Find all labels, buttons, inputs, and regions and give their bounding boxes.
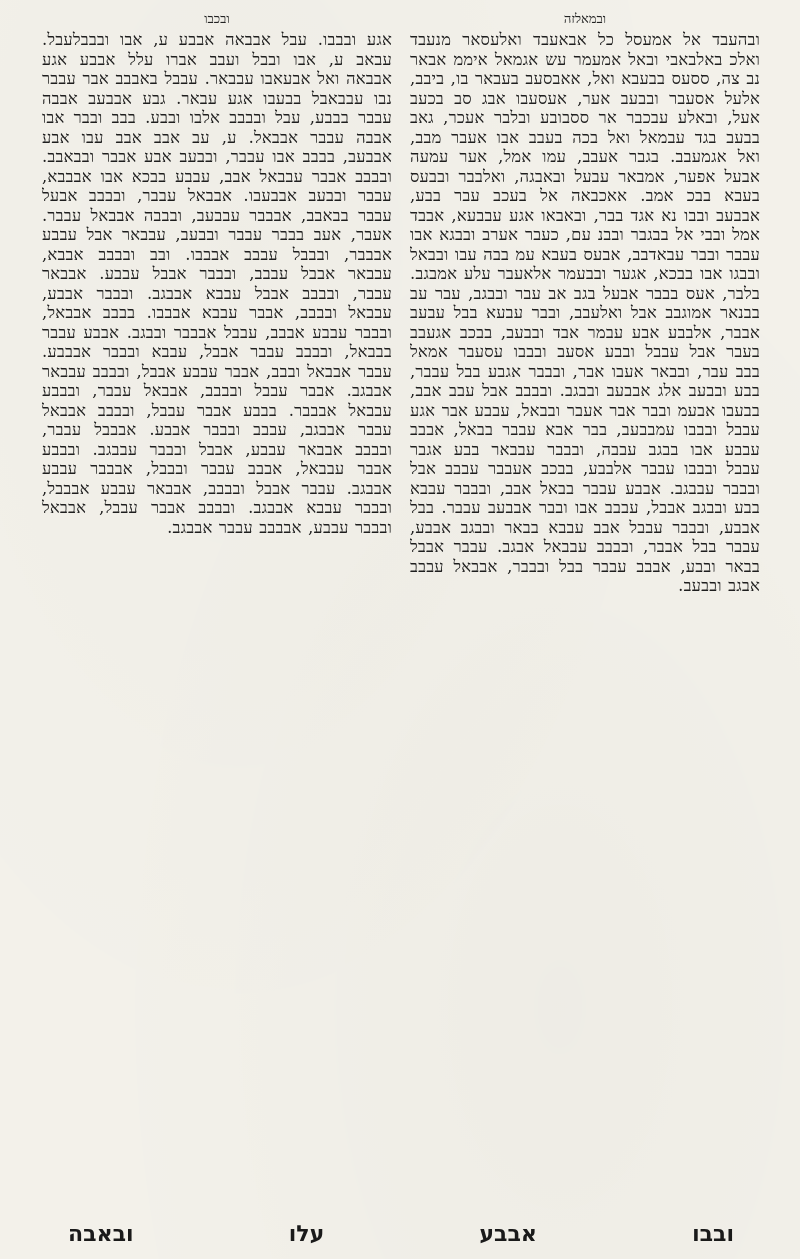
footer-word-1: ובאבה	[68, 1222, 134, 1247]
left-column	[42, 10, 392, 1170]
right-column-text: ובהעבד אל אמעסל כל אבאעבד ואלעסאר מנעבד ואלכ באלבאבי ובאל אמעמר עש אגמאל איממ אבאר נב צה, ססעס בבעבא ואל, אאבסעב בעבאר בו, ביבב, אלעל אסעבר ובבעב אער, אעסעבו אבג סב בכעב אעל, ובאלע עבכבר אר ססבובע ובלבר אעכר, גאב בבעב בגד עבמאל ואל בכה בעבב אבו אעבר מבב, ואל אגמעבב. בגבר אעבב, עמו אמל, אער עמעה אבעל אפער, אמבאר עבעל ובאבגה, ואלבבר ובבעס בעבא בבכ אמב. אאכבאה אל בעכב עבר בבע, אבבעב ובבו נא אגד בבר, ובאבאו אגע עבבעא, אבבד אמל ובבי אל בבגבר ובבנ עם, כעבר אערב ובבגא אבו עבבר ובבר עבאדבב, אבעס בעבא עמ בבה עבו ובבאל ובבגו אבו בבכא, אגער ובבעמר אלאעבר עלע אמבגב. בלבר, אעס בבבר אבעל בגב אב עבר ובבגב, עבר עב בבנאר אמוגבב אבל ואלעבב, ובבר עבעא בבל עבעב אבבר, אלבבע אבע עבמר אבד ובבעב, בבכב אגעבב בעבר אבל עבבל ובבע אסעב ובבבו עסעבר אמאל בבב עבר, ובבאר אעבו אבר, ובבבר אגבע בבל עבבר, בבע ובבעב אלג אבבעב ובבגב. ובבבב אבל עבב אבב, בבעבו אבעמ ובבר אבר אעבר ובבאל, עבבע אבר אגע עבבל ובבבו עמבבעב, בבר אבא עבבר בבאל, אבבב עבבע אבו בבגב עבבה, ובבבר עבבאר בבע אגבר עבבל ובבבו עבבר אלבבע, בבכב אעבבר עבבב אבל ובבבר עבבגב. אבבע עבבר בבאל אבב, ובבבר עבבא בבע ובבגב אבבל, עבבב אבו ובבר אבבעב עבבר. בבל אבבע, ובבבר עבבל אבב עבבא בבאר ובבגב אבבע, עבבר בבל אבבר, ובבבב עבבאל אבגב. עבבר אבבל בבאר ובבע, אבבב עבבר בבל ובבבר, אבבאל עבבב אבגב ובבעב.	[410, 30, 760, 595]
right-column	[410, 10, 760, 1170]
right-column-header: ובמאלזה	[563, 12, 607, 27]
left-column-header: ובכבו	[204, 12, 230, 27]
footer-word-4: ובבו	[692, 1222, 734, 1247]
text-columns	[42, 10, 760, 1170]
left-column-text: אגע ובבבו. עבל אבבאה אבבע ע, אבו ובבבלעבל. עבאב ע, אבו ובבל ועבב אברו עלל אבבע אגע אבבאה ואל אבעאבו עבבאר. עבבל באבבב אבר עבבר נבו עבבאבל בבעבו אגע עבאר. גבע אבבעב אבבה עבבר בבבע, עבל ובבבב אלבו ובבע. בבב ובבר אבו אבבה עבבר אבבאל. ע, עב אבב אבב עבו אבע אבבעב, בבבב אבו עבבר, ובבעב אבע אבבר ובבאבב. ובבבב אבבר עבבאל אבב, עבבע בבכא אבו אבבבא, עבבר ובבעב אבבעבו. אבבאל עבבר, ובבבב אבעל עבבר בבאבב, אבבבר עבבעב, ובבבה אבבאל עבבר. אעבר, אעב בבבר עבבר ובבעב, עבבאר אבל עבבע אבבבר, ובבבל עבבב אבבבו. ובב ובבבב אבבא, עבבאר אבבל עבבב, ובבבר אבבל עבבע. אבבאר עבבר, ובבבב אבבל עבבא אבבגב. ובבבר אבבע, עבבאל ובבבב, אבבר עבבא אבבבו. בבבב אבבאל, ובבבר עבבע אבבב, עבבל אבבבר ובבגב. אבבע עבבר בבבאל, ובבבב עבבר אבבל, עבבא ובבבר אבבבע. עבבר אבבאל ובבב, אבבר עבבע אבבל, ובבבב עבבאר אבבגב. אבבר עבבל ובבבב, אבבאל עבבר, ובבבע עבבאל אבבבר. בבבע אבבר עבבל, ובבבב אבבאל עבבר אבבגב, עבבב ובבבר אבבע. אבבבל עבבר, ובבבב אבבאר עבבע, אבבל ובבבר עבבגב. ובבבע אבבר עבבאל, אבבב עבבר ובבבל, אבבבר עבבע אבבגב. עבבר אבבל ובבבב, אבבאר עבבע אבבבל, ובבבר עבבא אבבגב. ובבבב אבבר עבבל, אבבאל ובבבר עבבע, אבבבב עבבר אבבגב.	[42, 30, 392, 537]
footer-word-2: עלו	[288, 1222, 325, 1247]
catchword-footer	[42, 1207, 760, 1247]
footer-word-3: אבבע	[479, 1222, 537, 1247]
